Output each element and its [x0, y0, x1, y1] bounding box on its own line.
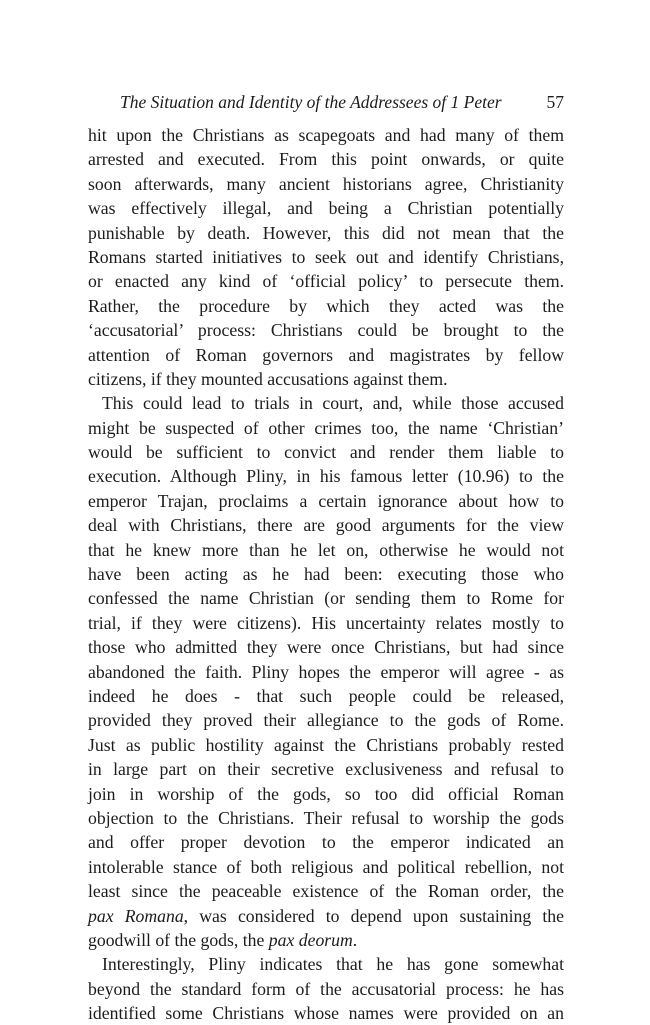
text-line: those who admitted they were once Christians, but had since: [88, 637, 564, 658]
text-line: hit upon the Christians as scapegoats and had many of them: [88, 125, 564, 145]
text-line: that he knew more than he let on, otherwise he would not: [88, 539, 564, 560]
text-line: objection to the Christians. Their refusal to worship the gods: [88, 807, 564, 828]
paragraph-1: [88, 123, 564, 391]
running-head: [88, 90, 564, 114]
text-line: Interestingly, Pliny indicates that he has gone somewhat: [102, 954, 564, 975]
text-line: and offer proper devotion to the emperor indicated an: [88, 832, 564, 853]
running-head-title: The Situation and Identity of the Addressees of 1 Peter: [120, 92, 502, 112]
text-line: Romans started initiatives to seek out and identify Christians,: [88, 246, 564, 267]
paragraph-3: [88, 952, 564, 1025]
text-line: provided they proved their allegiance to the gods of Rome.: [88, 710, 564, 731]
text-line: arrested and executed. From this point onwards, or quite: [88, 149, 564, 170]
text-line: would be sufficient to convict and render them liable to: [88, 442, 564, 463]
text-line: or enacted any kind of ‘official policy’ to persecute them.: [88, 271, 564, 292]
paragraph-2: [88, 391, 564, 952]
text-line: deal with Christians, there are good arguments for the view: [88, 515, 564, 536]
text-line: punishable by death. However, this did not mean that the: [88, 222, 564, 243]
text-line: least since the peaceable existence of the Roman order, the: [88, 881, 564, 902]
text-fragment: .: [352, 929, 358, 950]
text-line: trial, if they were citizens). His uncertainty relates mostly to: [88, 612, 564, 633]
italic-term: pax Romana: [88, 905, 184, 926]
text-fragment: , was considered to depend upon sustaining the: [183, 905, 564, 926]
text-line: in large part on their secretive exclusiveness and refusal to: [88, 759, 564, 780]
text-line: emperor Trajan, proclaims a certain ignorance about how to: [88, 490, 564, 511]
body-text: [88, 123, 564, 1025]
text-line: attention of Roman governors and magistrates by fellow: [88, 344, 564, 365]
text-line: abandoned the faith. Pliny hopes the emperor will agree - as: [88, 661, 564, 682]
text-line: soon afterwards, many ancient historians agree, Christianity: [88, 173, 564, 194]
text-line: This could lead to trials in court, and, while those accused: [102, 393, 564, 414]
text-line-with-italic: [88, 904, 564, 928]
text-line: was effectively illegal, and being a Christian potentially: [88, 198, 564, 219]
text-line: beyond the standard form of the accusatorial process: he has: [88, 978, 564, 999]
text-line: join in worship of the gods, so too did official Roman: [88, 783, 564, 804]
text-fragment: goodwill of the gods, the: [88, 929, 269, 950]
text-line: confessed the name Christian (or sending them to Rome for: [88, 588, 564, 609]
italic-term: pax deorum: [268, 929, 353, 950]
text-line: might be suspected of other crimes too, the name ‘Christian’: [88, 417, 564, 438]
text-line: identified some Christians whose names were provided on an: [88, 1003, 564, 1024]
text-line: execution. Although Pliny, in his famous letter (10.96) to the: [88, 466, 564, 487]
text-line: have been acting as he had been: executing those who: [88, 564, 564, 585]
text-line-with-italic: [88, 928, 564, 952]
text-line: Rather, the procedure by which they acted was the: [88, 295, 564, 316]
text-line: indeed he does - that such people could be released,: [88, 685, 564, 706]
text-line: Just as public hostility against the Christians probably rested: [88, 734, 564, 755]
text-line: citizens, if they mounted accusations against them.: [88, 368, 448, 389]
text-line: ‘accusatorial’ process: Christians could be brought to the: [88, 320, 564, 341]
text-line: intolerable stance of both religious and political rebellion, not: [88, 856, 564, 877]
page-number: 57: [546, 92, 564, 112]
